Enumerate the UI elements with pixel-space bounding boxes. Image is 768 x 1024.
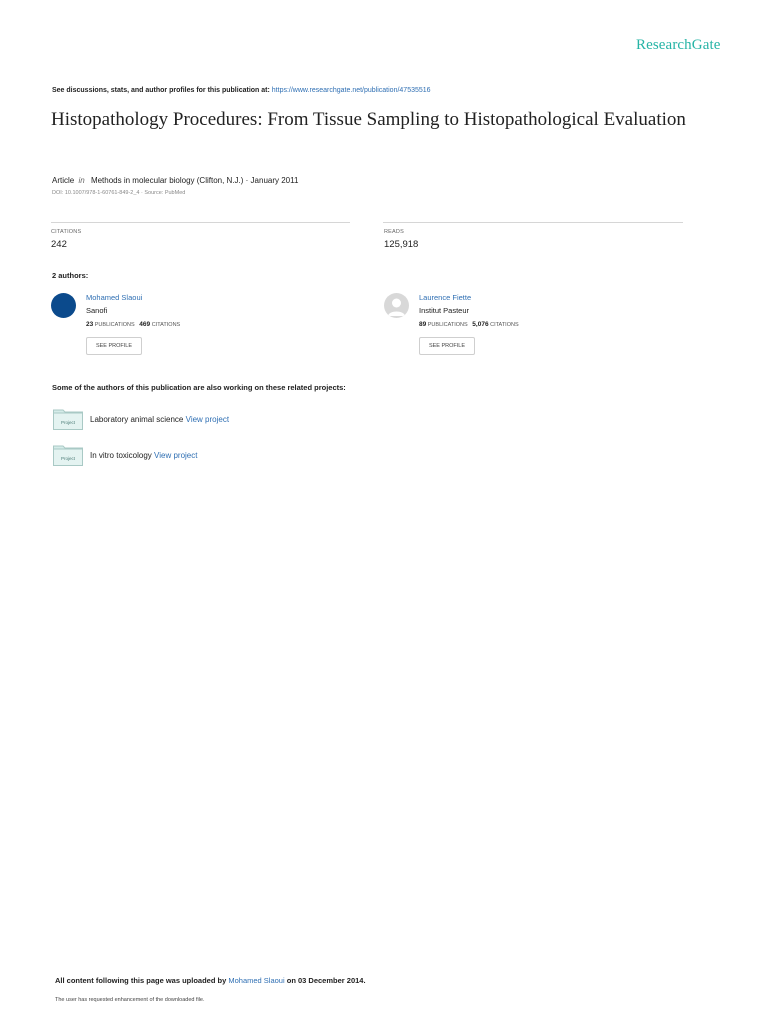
author-publications-label: PUBLICATIONS bbox=[427, 322, 468, 328]
publication-meta bbox=[52, 176, 298, 185]
author-citations-label: CITATIONS bbox=[490, 322, 519, 328]
doi-line: DOI: 10.1007/978-1-60761-849-2_4 · Source: PubMed bbox=[52, 190, 186, 196]
project-item bbox=[90, 451, 197, 460]
project-folder-icon[interactable] bbox=[53, 444, 83, 466]
view-project-link[interactable]: View project bbox=[185, 415, 230, 424]
author-stats bbox=[86, 321, 180, 328]
avatar-placeholder-icon[interactable] bbox=[384, 293, 409, 318]
project-icon-label: Project bbox=[60, 456, 76, 461]
reads-label: READS bbox=[384, 229, 404, 235]
publication-title: Histopathology Procedures: From Tissue Sampling to Histopathological Evaluation bbox=[51, 109, 686, 130]
citations-count: 242 bbox=[51, 239, 67, 250]
authors-heading: 2 authors: bbox=[52, 271, 89, 280]
folder-icon bbox=[53, 444, 83, 466]
project-item bbox=[90, 415, 229, 424]
author-name-link[interactable]: Mohamed Slaoui bbox=[86, 293, 143, 302]
author-name-link[interactable]: Laurence Fiette bbox=[419, 293, 472, 302]
related-projects-heading: Some of the authors of this publication are also working on these related projects: bbox=[52, 383, 346, 392]
citations-label: CITATIONS bbox=[51, 229, 82, 235]
author-stats bbox=[419, 321, 519, 328]
upload-suffix: on 03 December 2014. bbox=[286, 976, 366, 985]
author-institution: Institut Pasteur bbox=[419, 306, 470, 315]
see-profile-button[interactable]: SEE PROFILE bbox=[419, 337, 475, 355]
author-citations-count: 5,076 bbox=[472, 321, 489, 328]
upload-prefix: All content following this page was uploaded by bbox=[55, 976, 227, 985]
author-publications-label: PUBLICATIONS bbox=[94, 322, 135, 328]
divider-left bbox=[51, 222, 350, 223]
upload-notice bbox=[55, 976, 366, 985]
author-publications-count: 89 bbox=[419, 321, 427, 328]
researchgate-logo[interactable]: ResearchGate bbox=[636, 37, 721, 53]
folder-icon bbox=[53, 408, 83, 430]
view-project-link[interactable]: View project bbox=[154, 451, 198, 460]
enhancement-note: The user has requested enhancement of the downloaded file. bbox=[55, 997, 205, 1003]
author-citations-count: 469 bbox=[139, 321, 151, 328]
person-icon bbox=[384, 293, 409, 318]
divider-right bbox=[383, 222, 683, 223]
avatar[interactable] bbox=[51, 293, 76, 318]
see-line-prefix: See discussions, stats, and author profiles for this publication at: bbox=[52, 87, 270, 94]
publication-url-link[interactable]: https://www.researchgate.net/publication/47535516 bbox=[271, 87, 431, 94]
article-type: Article bbox=[52, 176, 75, 185]
project-icon-label: Project bbox=[60, 420, 76, 425]
project-name: In vitro toxicology bbox=[90, 451, 152, 460]
author-institution: Sanofi bbox=[86, 306, 108, 315]
project-name: Laboratory animal science bbox=[90, 415, 184, 424]
project-folder-icon[interactable] bbox=[53, 408, 83, 430]
author-citations-label: CITATIONS bbox=[151, 322, 181, 328]
see-profile-button[interactable]: SEE PROFILE bbox=[86, 337, 142, 355]
in-label: in bbox=[78, 176, 85, 185]
author-publications-count: 23 bbox=[86, 321, 94, 328]
uploader-link[interactable]: Mohamed Slaoui bbox=[228, 976, 285, 985]
see-discussions-line bbox=[52, 87, 431, 94]
journal-source: Methods in molecular biology (Clifton, N.J.) · January 2011 bbox=[90, 176, 299, 185]
reads-count: 125,918 bbox=[384, 239, 419, 250]
